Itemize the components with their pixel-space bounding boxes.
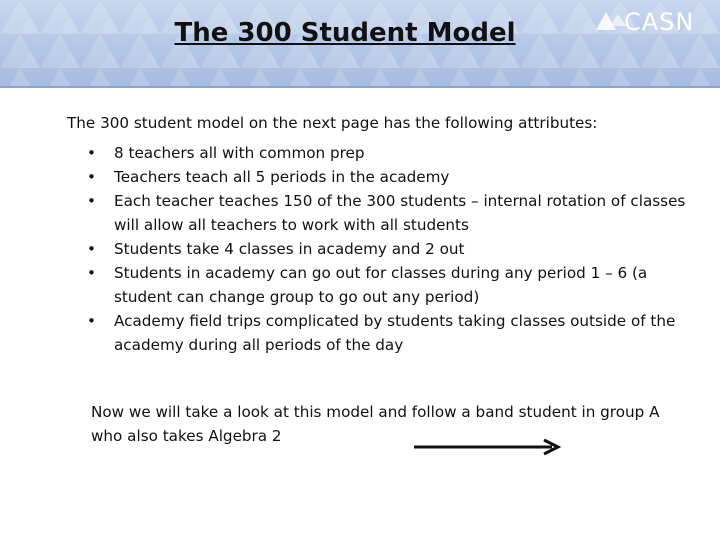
list-item [67, 141, 687, 165]
list-item-text: Students take 4 classes in academy and 2 out [114, 240, 465, 258]
bullet-icon: • [87, 264, 96, 282]
casn-logo [592, 6, 714, 38]
attribute-list [67, 141, 687, 357]
list-item-text: Each teacher teaches 150 of the 300 students – internal rotation of classes will allow all teachers to work with all students [114, 192, 686, 234]
closing-text: Now we will take a look at this model and follow a band student in group A who also takes Algebra 2 [91, 403, 660, 445]
slide-body [67, 111, 687, 357]
list-item-text: Teachers teach all 5 periods in the academy [114, 168, 450, 186]
right-arrow-icon [412, 437, 562, 457]
header-rule [0, 86, 720, 88]
bullet-icon: • [87, 144, 96, 162]
intro-text: The 300 student model on the next page has the following attributes: [67, 114, 598, 132]
list-item [67, 165, 687, 189]
list-item-text: Academy field trips complicated by students taking classes outside of the academy during all periods of the day [114, 312, 676, 354]
list-item-text: 8 teachers all with common prep [114, 144, 365, 162]
bullet-icon: • [87, 192, 96, 210]
bullet-icon: • [87, 168, 96, 186]
slide-header [0, 0, 720, 88]
list-item [67, 189, 687, 237]
list-item [67, 237, 687, 261]
list-item [67, 261, 687, 309]
logo-text: CASN [624, 8, 695, 36]
bullet-icon: • [87, 312, 96, 330]
list-item-text: Students in academy can go out for classes during any period 1 – 6 (a student can change group to go out any period) [114, 264, 648, 306]
bullet-icon: • [87, 240, 96, 258]
slide-title: The 300 Student Model [174, 18, 516, 48]
list-item [67, 309, 687, 357]
